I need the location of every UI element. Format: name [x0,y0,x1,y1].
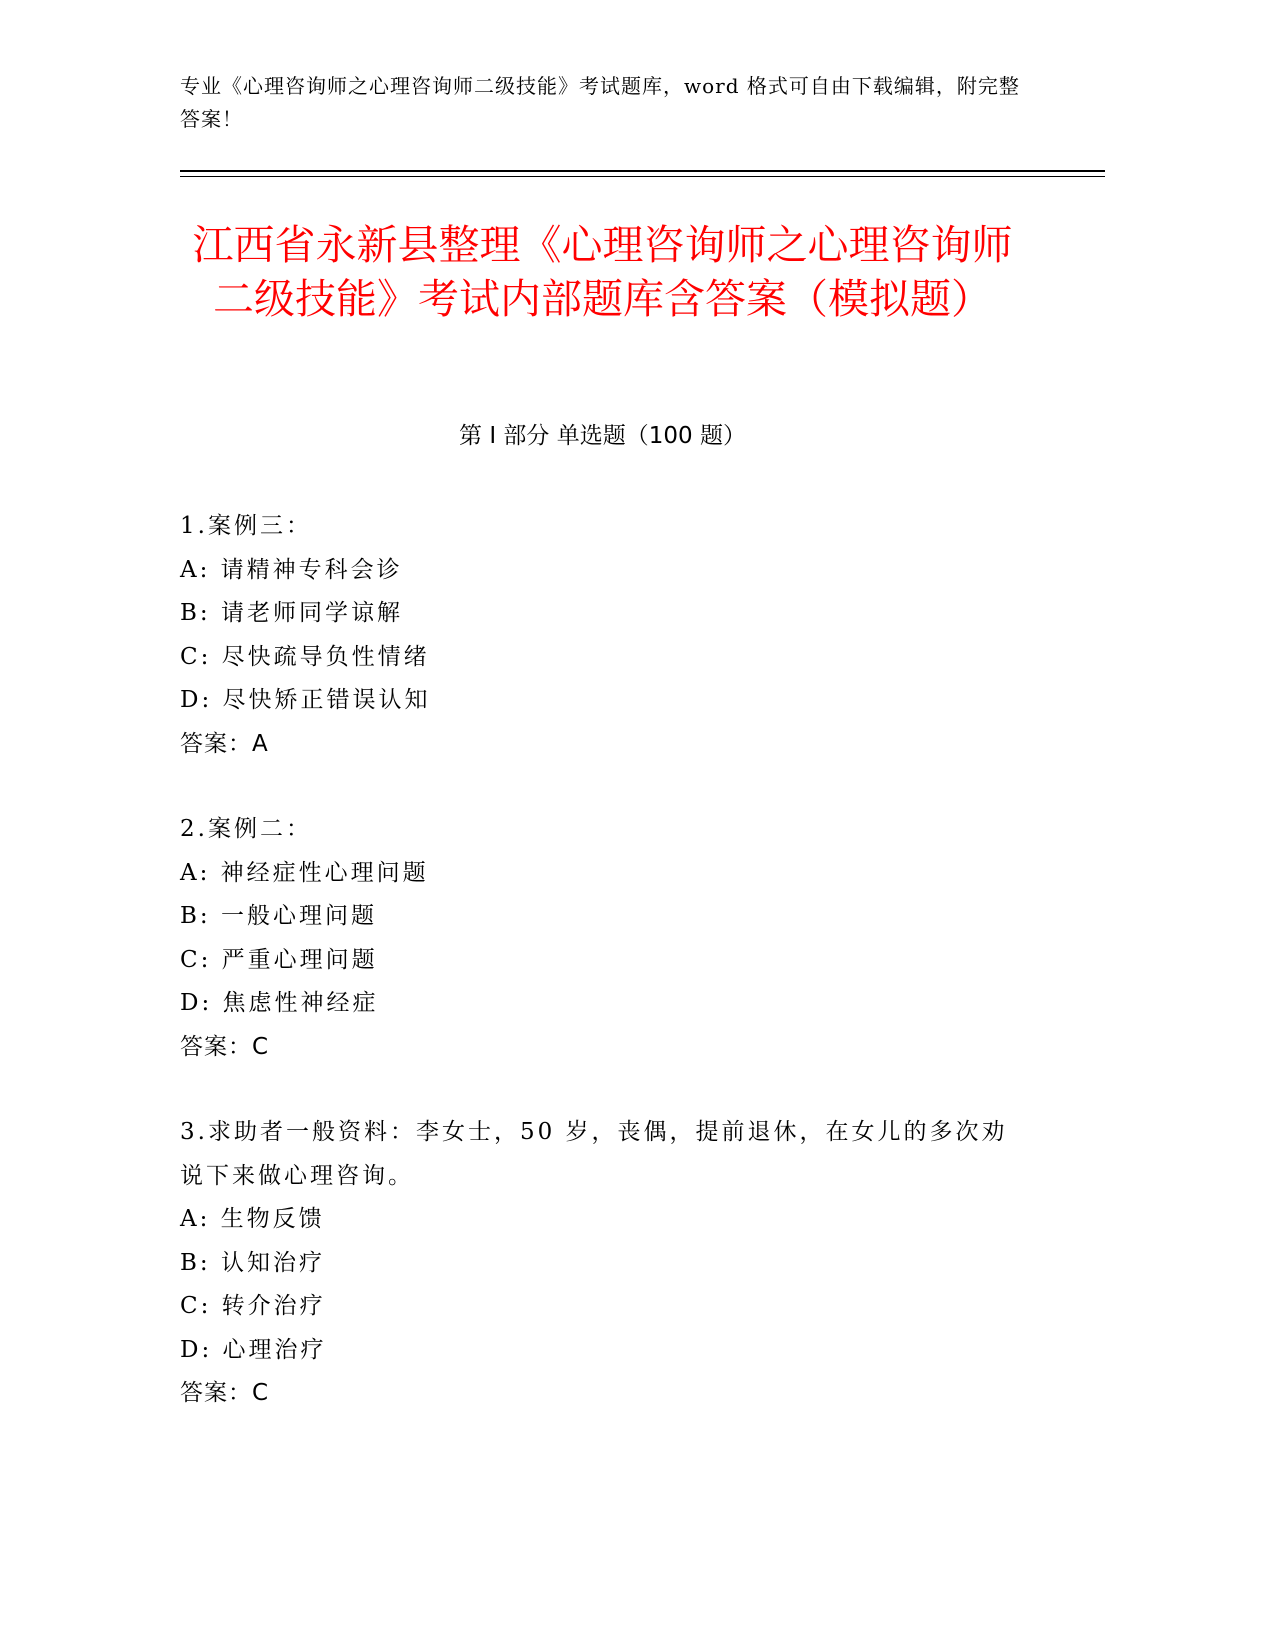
section-heading: 第 I 部分 单选题（100 题） [459,423,746,449]
option-b: B: 一般心理问题 [180,903,377,929]
header-divider-thin [180,176,1105,177]
option-d: D: 焦虑性神经症 [180,990,379,1016]
option-c: C: 严重心理问题 [180,946,378,973]
question-stem: 3.求助者一般资料：李女士，50 岁，丧偶，提前退休，在女儿的多次劝说下来做心理咨询。 [180,1119,1008,1189]
question-stem: 1.案例三： [180,513,312,539]
option-a: A: 请精神专科会诊 [180,556,403,583]
option-a: A: 神经症性心理问题 [180,859,429,886]
answer: 答案：A [180,730,269,757]
question-1 [180,505,1030,766]
option-d: D: 心理治疗 [180,1336,327,1363]
question-2 [180,808,1030,1069]
option-b: B: 认知治疗 [180,1249,325,1276]
option-b: B: 请老师同学谅解 [180,600,403,626]
option-d: D: 尽快矫正错误认知 [180,687,431,713]
question-3 [180,1111,1030,1416]
header-note: 专业《心理咨询师之心理咨询师二级技能》考试题库，word 格式可自由下载编辑，附完整答案！ [180,74,1020,131]
answer: 答案：C [180,1380,270,1406]
answer: 答案：C [180,1033,270,1060]
option-a: A: 生物反馈 [180,1206,325,1232]
option-c: C: 尽快疏导负性情绪 [180,643,430,670]
option-c: C: 转介治疗 [180,1293,326,1319]
question-list [180,505,1030,1458]
document-title: 江西省永新县整理《心理咨询师之心理咨询师二级技能》考试内部题库含答案（模拟题） [192,221,1013,323]
header-divider-thick [180,170,1105,172]
question-stem: 2.案例二： [180,816,312,842]
